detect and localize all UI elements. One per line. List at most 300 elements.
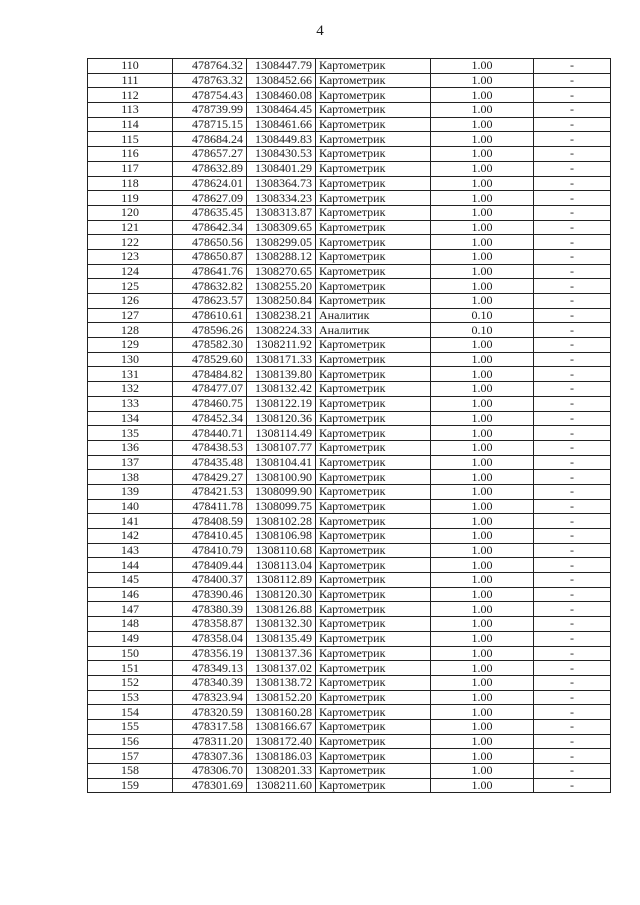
point-number-cell: 158 xyxy=(88,764,173,779)
method-cell: Картометрик xyxy=(316,778,431,793)
table-row xyxy=(88,205,611,220)
table-row xyxy=(88,719,611,734)
table-row xyxy=(88,279,611,294)
note-cell: - xyxy=(534,191,611,206)
point-number-cell: 154 xyxy=(88,705,173,720)
point-number-cell: 143 xyxy=(88,543,173,558)
table-row xyxy=(88,514,611,529)
accuracy-cell: 1.00 xyxy=(431,264,534,279)
y-coordinate-cell: 1308186.03 xyxy=(247,749,316,764)
table-row xyxy=(88,734,611,749)
x-coordinate-cell: 478411.78 xyxy=(173,499,247,514)
table-row xyxy=(88,484,611,499)
table-row xyxy=(88,191,611,206)
method-cell: Аналитик xyxy=(316,308,431,323)
y-coordinate-cell: 1308099.90 xyxy=(247,484,316,499)
method-cell: Картометрик xyxy=(316,382,431,397)
accuracy-cell: 1.00 xyxy=(431,617,534,632)
point-number-cell: 134 xyxy=(88,411,173,426)
accuracy-cell: 1.00 xyxy=(431,191,534,206)
method-cell: Картометрик xyxy=(316,132,431,147)
x-coordinate-cell: 478435.48 xyxy=(173,455,247,470)
y-coordinate-cell: 1308104.41 xyxy=(247,455,316,470)
point-number-cell: 146 xyxy=(88,587,173,602)
x-coordinate-cell: 478390.46 xyxy=(173,587,247,602)
x-coordinate-cell: 478582.30 xyxy=(173,338,247,353)
point-number-cell: 140 xyxy=(88,499,173,514)
table-row xyxy=(88,132,611,147)
point-number-cell: 153 xyxy=(88,690,173,705)
y-coordinate-cell: 1308137.36 xyxy=(247,646,316,661)
method-cell: Картометрик xyxy=(316,396,431,411)
point-number-cell: 152 xyxy=(88,675,173,690)
point-number-cell: 147 xyxy=(88,602,173,617)
note-cell: - xyxy=(534,661,611,676)
point-number-cell: 144 xyxy=(88,558,173,573)
point-number-cell: 125 xyxy=(88,279,173,294)
x-coordinate-cell: 478763.32 xyxy=(173,73,247,88)
accuracy-cell: 1.00 xyxy=(431,367,534,382)
point-number-cell: 145 xyxy=(88,573,173,588)
accuracy-cell: 1.00 xyxy=(431,602,534,617)
x-coordinate-cell: 478320.59 xyxy=(173,705,247,720)
note-cell: - xyxy=(534,529,611,544)
accuracy-cell: 1.00 xyxy=(431,176,534,191)
note-cell: - xyxy=(534,602,611,617)
y-coordinate-cell: 1308110.68 xyxy=(247,543,316,558)
note-cell: - xyxy=(534,103,611,118)
point-number-cell: 131 xyxy=(88,367,173,382)
table-row xyxy=(88,73,611,88)
y-coordinate-cell: 1308288.12 xyxy=(247,249,316,264)
point-number-cell: 116 xyxy=(88,147,173,162)
table-row xyxy=(88,103,611,118)
note-cell: - xyxy=(534,411,611,426)
y-coordinate-cell: 1308113.04 xyxy=(247,558,316,573)
accuracy-cell: 1.00 xyxy=(431,73,534,88)
accuracy-cell: 1.00 xyxy=(431,426,534,441)
note-cell: - xyxy=(534,705,611,720)
x-coordinate-cell: 478739.99 xyxy=(173,103,247,118)
method-cell: Картометрик xyxy=(316,426,431,441)
note-cell: - xyxy=(534,543,611,558)
note-cell: - xyxy=(534,352,611,367)
x-coordinate-cell: 478356.19 xyxy=(173,646,247,661)
x-coordinate-cell: 478610.61 xyxy=(173,308,247,323)
x-coordinate-cell: 478632.82 xyxy=(173,279,247,294)
x-coordinate-cell: 478311.20 xyxy=(173,734,247,749)
note-cell: - xyxy=(534,587,611,602)
table-row xyxy=(88,396,611,411)
y-coordinate-cell: 1308106.98 xyxy=(247,529,316,544)
method-cell: Картометрик xyxy=(316,499,431,514)
method-cell: Картометрик xyxy=(316,264,431,279)
note-cell: - xyxy=(534,147,611,162)
note-cell: - xyxy=(534,59,611,74)
method-cell: Картометрик xyxy=(316,205,431,220)
y-coordinate-cell: 1308270.65 xyxy=(247,264,316,279)
x-coordinate-cell: 478460.75 xyxy=(173,396,247,411)
note-cell: - xyxy=(534,279,611,294)
point-number-cell: 159 xyxy=(88,778,173,793)
method-cell: Картометрик xyxy=(316,235,431,250)
note-cell: - xyxy=(534,117,611,132)
x-coordinate-cell: 478410.45 xyxy=(173,529,247,544)
x-coordinate-cell: 478323.94 xyxy=(173,690,247,705)
y-coordinate-cell: 1308201.33 xyxy=(247,764,316,779)
point-number-cell: 137 xyxy=(88,455,173,470)
point-number-cell: 135 xyxy=(88,426,173,441)
method-cell: Картометрик xyxy=(316,484,431,499)
point-number-cell: 142 xyxy=(88,529,173,544)
method-cell: Картометрик xyxy=(316,646,431,661)
y-coordinate-cell: 1308211.60 xyxy=(247,778,316,793)
accuracy-cell: 1.00 xyxy=(431,411,534,426)
note-cell: - xyxy=(534,294,611,309)
accuracy-cell: 1.00 xyxy=(431,705,534,720)
note-cell: - xyxy=(534,323,611,338)
x-coordinate-cell: 478307.36 xyxy=(173,749,247,764)
method-cell: Картометрик xyxy=(316,103,431,118)
note-cell: - xyxy=(534,73,611,88)
x-coordinate-cell: 478684.24 xyxy=(173,132,247,147)
accuracy-cell: 1.00 xyxy=(431,764,534,779)
accuracy-cell: 1.00 xyxy=(431,455,534,470)
table-row xyxy=(88,264,611,279)
x-coordinate-cell: 478624.01 xyxy=(173,176,247,191)
point-number-cell: 136 xyxy=(88,440,173,455)
method-cell: Картометрик xyxy=(316,117,431,132)
y-coordinate-cell: 1308449.83 xyxy=(247,132,316,147)
method-cell: Картометрик xyxy=(316,338,431,353)
method-cell: Картометрик xyxy=(316,220,431,235)
table-row xyxy=(88,249,611,264)
note-cell: - xyxy=(534,367,611,382)
accuracy-cell: 1.00 xyxy=(431,646,534,661)
x-coordinate-cell: 478380.39 xyxy=(173,602,247,617)
note-cell: - xyxy=(534,690,611,705)
accuracy-cell: 1.00 xyxy=(431,132,534,147)
method-cell: Картометрик xyxy=(316,690,431,705)
table-row xyxy=(88,646,611,661)
note-cell: - xyxy=(534,470,611,485)
accuracy-cell: 1.00 xyxy=(431,88,534,103)
x-coordinate-cell: 478317.58 xyxy=(173,719,247,734)
method-cell: Картометрик xyxy=(316,279,431,294)
y-coordinate-cell: 1308464.45 xyxy=(247,103,316,118)
method-cell: Картометрик xyxy=(316,411,431,426)
accuracy-cell: 1.00 xyxy=(431,205,534,220)
table-row xyxy=(88,602,611,617)
x-coordinate-cell: 478410.79 xyxy=(173,543,247,558)
table-row xyxy=(88,338,611,353)
accuracy-cell: 1.00 xyxy=(431,558,534,573)
method-cell: Картометрик xyxy=(316,617,431,632)
table-row xyxy=(88,587,611,602)
y-coordinate-cell: 1308447.79 xyxy=(247,59,316,74)
x-coordinate-cell: 478358.04 xyxy=(173,631,247,646)
x-coordinate-cell: 478301.69 xyxy=(173,778,247,793)
point-number-cell: 126 xyxy=(88,294,173,309)
y-coordinate-cell: 1308313.87 xyxy=(247,205,316,220)
accuracy-cell: 1.00 xyxy=(431,440,534,455)
point-number-cell: 121 xyxy=(88,220,173,235)
accuracy-cell: 1.00 xyxy=(431,352,534,367)
y-coordinate-cell: 1308460.08 xyxy=(247,88,316,103)
y-coordinate-cell: 1308211.92 xyxy=(247,338,316,353)
accuracy-cell: 1.00 xyxy=(431,484,534,499)
y-coordinate-cell: 1308132.30 xyxy=(247,617,316,632)
note-cell: - xyxy=(534,205,611,220)
accuracy-cell: 1.00 xyxy=(431,294,534,309)
point-number-cell: 156 xyxy=(88,734,173,749)
method-cell: Картометрик xyxy=(316,558,431,573)
point-number-cell: 123 xyxy=(88,249,173,264)
y-coordinate-cell: 1308255.20 xyxy=(247,279,316,294)
note-cell: - xyxy=(534,264,611,279)
accuracy-cell: 1.00 xyxy=(431,778,534,793)
point-number-cell: 124 xyxy=(88,264,173,279)
table-row xyxy=(88,59,611,74)
point-number-cell: 157 xyxy=(88,749,173,764)
x-coordinate-cell: 478452.34 xyxy=(173,411,247,426)
y-coordinate-cell: 1308309.65 xyxy=(247,220,316,235)
note-cell: - xyxy=(534,455,611,470)
method-cell: Картометрик xyxy=(316,161,431,176)
accuracy-cell: 1.00 xyxy=(431,103,534,118)
accuracy-cell: 1.00 xyxy=(431,161,534,176)
note-cell: - xyxy=(534,573,611,588)
x-coordinate-cell: 478632.89 xyxy=(173,161,247,176)
method-cell: Картометрик xyxy=(316,59,431,74)
method-cell: Картометрик xyxy=(316,191,431,206)
table-row xyxy=(88,764,611,779)
table-row xyxy=(88,88,611,103)
y-coordinate-cell: 1308238.21 xyxy=(247,308,316,323)
accuracy-cell: 1.00 xyxy=(431,529,534,544)
accuracy-cell: 1.00 xyxy=(431,573,534,588)
point-number-cell: 133 xyxy=(88,396,173,411)
point-number-cell: 117 xyxy=(88,161,173,176)
x-coordinate-cell: 478400.37 xyxy=(173,573,247,588)
point-number-cell: 149 xyxy=(88,631,173,646)
point-number-cell: 118 xyxy=(88,176,173,191)
x-coordinate-cell: 478627.09 xyxy=(173,191,247,206)
point-number-cell: 141 xyxy=(88,514,173,529)
y-coordinate-cell: 1308160.28 xyxy=(247,705,316,720)
point-number-cell: 122 xyxy=(88,235,173,250)
x-coordinate-cell: 478484.82 xyxy=(173,367,247,382)
point-number-cell: 128 xyxy=(88,323,173,338)
y-coordinate-cell: 1308137.02 xyxy=(247,661,316,676)
y-coordinate-cell: 1308250.84 xyxy=(247,294,316,309)
accuracy-cell: 1.00 xyxy=(431,499,534,514)
note-cell: - xyxy=(534,382,611,397)
x-coordinate-cell: 478657.27 xyxy=(173,147,247,162)
note-cell: - xyxy=(534,220,611,235)
method-cell: Аналитик xyxy=(316,323,431,338)
method-cell: Картометрик xyxy=(316,631,431,646)
accuracy-cell: 1.00 xyxy=(431,279,534,294)
note-cell: - xyxy=(534,396,611,411)
note-cell: - xyxy=(534,249,611,264)
x-coordinate-cell: 478477.07 xyxy=(173,382,247,397)
note-cell: - xyxy=(534,176,611,191)
x-coordinate-cell: 478650.56 xyxy=(173,235,247,250)
x-coordinate-cell: 478754.43 xyxy=(173,88,247,103)
x-coordinate-cell: 478529.60 xyxy=(173,352,247,367)
x-coordinate-cell: 478623.57 xyxy=(173,294,247,309)
note-cell: - xyxy=(534,764,611,779)
table-row xyxy=(88,308,611,323)
note-cell: - xyxy=(534,514,611,529)
method-cell: Картометрик xyxy=(316,749,431,764)
method-cell: Картометрик xyxy=(316,573,431,588)
y-coordinate-cell: 1308461.66 xyxy=(247,117,316,132)
accuracy-cell: 1.00 xyxy=(431,396,534,411)
accuracy-cell: 0.10 xyxy=(431,308,534,323)
note-cell: - xyxy=(534,499,611,514)
table-row xyxy=(88,220,611,235)
point-number-cell: 110 xyxy=(88,59,173,74)
note-cell: - xyxy=(534,675,611,690)
note-cell: - xyxy=(534,132,611,147)
y-coordinate-cell: 1308334.23 xyxy=(247,191,316,206)
table-row xyxy=(88,675,611,690)
table-row xyxy=(88,352,611,367)
y-coordinate-cell: 1308452.66 xyxy=(247,73,316,88)
method-cell: Картометрик xyxy=(316,514,431,529)
y-coordinate-cell: 1308120.36 xyxy=(247,411,316,426)
table-row xyxy=(88,543,611,558)
x-coordinate-cell: 478409.44 xyxy=(173,558,247,573)
point-number-cell: 113 xyxy=(88,103,173,118)
x-coordinate-cell: 478635.45 xyxy=(173,205,247,220)
y-coordinate-cell: 1308120.30 xyxy=(247,587,316,602)
accuracy-cell: 1.00 xyxy=(431,631,534,646)
method-cell: Картометрик xyxy=(316,147,431,162)
y-coordinate-cell: 1308126.88 xyxy=(247,602,316,617)
point-number-cell: 138 xyxy=(88,470,173,485)
note-cell: - xyxy=(534,778,611,793)
note-cell: - xyxy=(534,308,611,323)
table-row xyxy=(88,631,611,646)
accuracy-cell: 1.00 xyxy=(431,220,534,235)
method-cell: Картометрик xyxy=(316,440,431,455)
accuracy-cell: 1.00 xyxy=(431,719,534,734)
method-cell: Картометрик xyxy=(316,352,431,367)
y-coordinate-cell: 1308112.89 xyxy=(247,573,316,588)
table-row xyxy=(88,661,611,676)
x-coordinate-cell: 478440.71 xyxy=(173,426,247,441)
x-coordinate-cell: 478340.39 xyxy=(173,675,247,690)
point-number-cell: 129 xyxy=(88,338,173,353)
note-cell: - xyxy=(534,440,611,455)
accuracy-cell: 1.00 xyxy=(431,59,534,74)
accuracy-cell: 1.00 xyxy=(431,338,534,353)
method-cell: Картометрик xyxy=(316,705,431,720)
table-row xyxy=(88,499,611,514)
x-coordinate-cell: 478641.76 xyxy=(173,264,247,279)
accuracy-cell: 1.00 xyxy=(431,690,534,705)
point-number-cell: 114 xyxy=(88,117,173,132)
note-cell: - xyxy=(534,484,611,499)
table-row xyxy=(88,161,611,176)
y-coordinate-cell: 1308401.29 xyxy=(247,161,316,176)
table-row xyxy=(88,294,611,309)
y-coordinate-cell: 1308114.49 xyxy=(247,426,316,441)
point-number-cell: 111 xyxy=(88,73,173,88)
accuracy-cell: 1.00 xyxy=(431,470,534,485)
table-row xyxy=(88,529,611,544)
y-coordinate-cell: 1308139.80 xyxy=(247,367,316,382)
accuracy-cell: 1.00 xyxy=(431,117,534,132)
coordinates-table xyxy=(87,58,611,793)
y-coordinate-cell: 1308364.73 xyxy=(247,176,316,191)
note-cell: - xyxy=(534,631,611,646)
table-row xyxy=(88,573,611,588)
x-coordinate-cell: 478438.53 xyxy=(173,440,247,455)
accuracy-cell: 1.00 xyxy=(431,587,534,602)
x-coordinate-cell: 478349.13 xyxy=(173,661,247,676)
accuracy-cell: 0.10 xyxy=(431,323,534,338)
coordinates-table-body xyxy=(88,59,611,793)
accuracy-cell: 1.00 xyxy=(431,382,534,397)
table-row xyxy=(88,426,611,441)
y-coordinate-cell: 1308430.53 xyxy=(247,147,316,162)
method-cell: Картометрик xyxy=(316,176,431,191)
note-cell: - xyxy=(534,617,611,632)
method-cell: Картометрик xyxy=(316,529,431,544)
x-coordinate-cell: 478408.59 xyxy=(173,514,247,529)
accuracy-cell: 1.00 xyxy=(431,749,534,764)
method-cell: Картометрик xyxy=(316,73,431,88)
note-cell: - xyxy=(534,426,611,441)
x-coordinate-cell: 478764.32 xyxy=(173,59,247,74)
table-row xyxy=(88,558,611,573)
accuracy-cell: 1.00 xyxy=(431,235,534,250)
accuracy-cell: 1.00 xyxy=(431,147,534,162)
note-cell: - xyxy=(534,338,611,353)
point-number-cell: 112 xyxy=(88,88,173,103)
method-cell: Картометрик xyxy=(316,734,431,749)
y-coordinate-cell: 1308132.42 xyxy=(247,382,316,397)
table-row xyxy=(88,440,611,455)
table-row xyxy=(88,705,611,720)
method-cell: Картометрик xyxy=(316,88,431,103)
method-cell: Картометрик xyxy=(316,587,431,602)
table-row xyxy=(88,411,611,426)
y-coordinate-cell: 1308135.49 xyxy=(247,631,316,646)
y-coordinate-cell: 1308107.77 xyxy=(247,440,316,455)
point-number-cell: 127 xyxy=(88,308,173,323)
page-number: 4 xyxy=(316,23,324,39)
point-number-cell: 120 xyxy=(88,205,173,220)
note-cell: - xyxy=(534,719,611,734)
x-coordinate-cell: 478306.70 xyxy=(173,764,247,779)
method-cell: Картометрик xyxy=(316,675,431,690)
note-cell: - xyxy=(534,734,611,749)
method-cell: Картометрик xyxy=(316,367,431,382)
x-coordinate-cell: 478421.53 xyxy=(173,484,247,499)
method-cell: Картометрик xyxy=(316,249,431,264)
method-cell: Картометрик xyxy=(316,602,431,617)
y-coordinate-cell: 1308100.90 xyxy=(247,470,316,485)
y-coordinate-cell: 1308166.67 xyxy=(247,719,316,734)
note-cell: - xyxy=(534,558,611,573)
y-coordinate-cell: 1308171.33 xyxy=(247,352,316,367)
y-coordinate-cell: 1308099.75 xyxy=(247,499,316,514)
